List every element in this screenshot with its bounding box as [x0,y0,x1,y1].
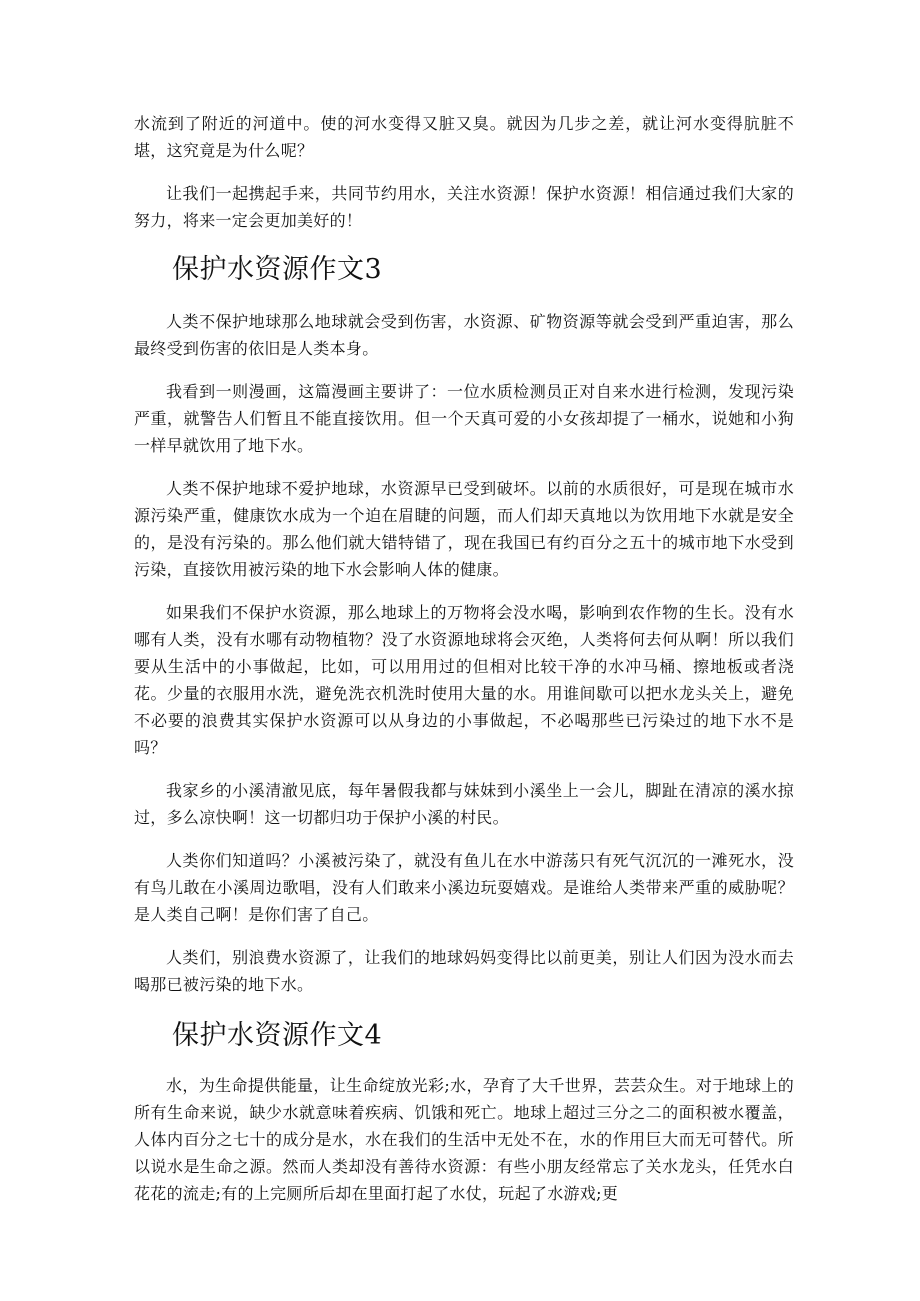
essay3-paragraph-3: 人类不保护地球不爱护地球，水资源早已受到破坏。以前的水质很好，可是现在城市水源污染严重，健康饮水成为一个迫在眉睫的问题，而人们却天真地以为饮用地下水就是安全的，是没有污染的。那么他们就大错特错了，现在我国已有约百分之五十的城市地下水受到污染，直接饮用被污染的地下水会影响人体的健康。 [134,479,794,579]
paragraph-continuation-1: 水流到了附近的河道中。使的河水变得又脏又臭。就因为几步之差，就让河水变得肮脏不堪，这究竟是为什么呢？ [134,114,794,160]
essay4-title: 保护水资源作文4 [172,1020,383,1051]
essay3-title: 保护水资源作文3 [172,254,383,285]
essay3-paragraph-5: 我家乡的小溪清澈见底，每年暑假我都与妹妹到小溪坐上一会儿，脚趾在清凉的溪水掠过，多么凉快啊！这一切都归功于保护小溪的村民。 [134,781,794,827]
paragraph-continuation-2: 让我们一起携起手来，共同节约用水，关注水资源！保护水资源！相信通过我们大家的努力，将来一定会更加美好的！ [134,184,794,230]
essay3-paragraph-6: 人类你们知道吗？小溪被污染了，就没有鱼儿在水中游荡只有死气沉沉的一滩死水，没有鸟儿敢在小溪周边歌唱，没有人们敢来小溪边玩耍嬉戏。是谁给人类带来严重的威胁呢？是人类自己啊！是你们害了自己。 [134,851,794,924]
essay3-paragraph-7: 人类们，别浪费水资源了，让我们的地球妈妈变得比以前更美，别让人们因为没水而去喝那已被污染的地下水。 [134,948,794,994]
essay3-paragraph-2: 我看到一则漫画，这篇漫画主要讲了：一位水质检测员正对自来水进行检测，发现污染严重，就警告人们暂且不能直接饮用。但一个天真可爱的小女孩却提了一桶水，说她和小狗一样早就饮用了地下水。 [134,382,794,455]
essay3-paragraph-1: 人类不保护地球那么地球就会受到伤害，水资源、矿物资源等就会受到严重迫害，那么最终受到伤害的依旧是人类本身。 [134,312,794,358]
essay4-paragraph-1: 水，为生命提供能量，让生命绽放光彩;水，孕育了大千世界，芸芸众生。对于地球上的所有生命来说，缺少水就意味着疾病、饥饿和死亡。地球上超过三分之二的面积被水覆盖，人体内百分之七十的成分是水，水在我们的生活中无处不在，水的作用巨大而无可替代。所以说水是生命之源。然而人类却没有善待水资源：有些小朋友经常忘了关水龙头，任凭水白花花的流走;有的上完厕所后却在里面打起了水仗，玩起了水游戏;更 [134,1076,794,1203]
document-page [134,110,794,1207]
essay3-paragraph-4: 如果我们不保护水资源，那么地球上的万物将会没水喝，影响到农作物的生长。没有水哪有人类，没有水哪有动物植物？没了水资源地球将会灭绝，人类将何去何从啊！所以我们要从生活中的小事做起，比如，可以用用过的但相对比较干净的水冲马桶、擦地板或者浇花。少量的衣服用水洗，避免洗衣机洗时使用大量的水。用谁间歇可以把水龙头关上，避免不必要的浪费其实保护水资源可以从身边的小事做起，不必喝那些已污染过的地下水不是吗？ [134,603,794,757]
